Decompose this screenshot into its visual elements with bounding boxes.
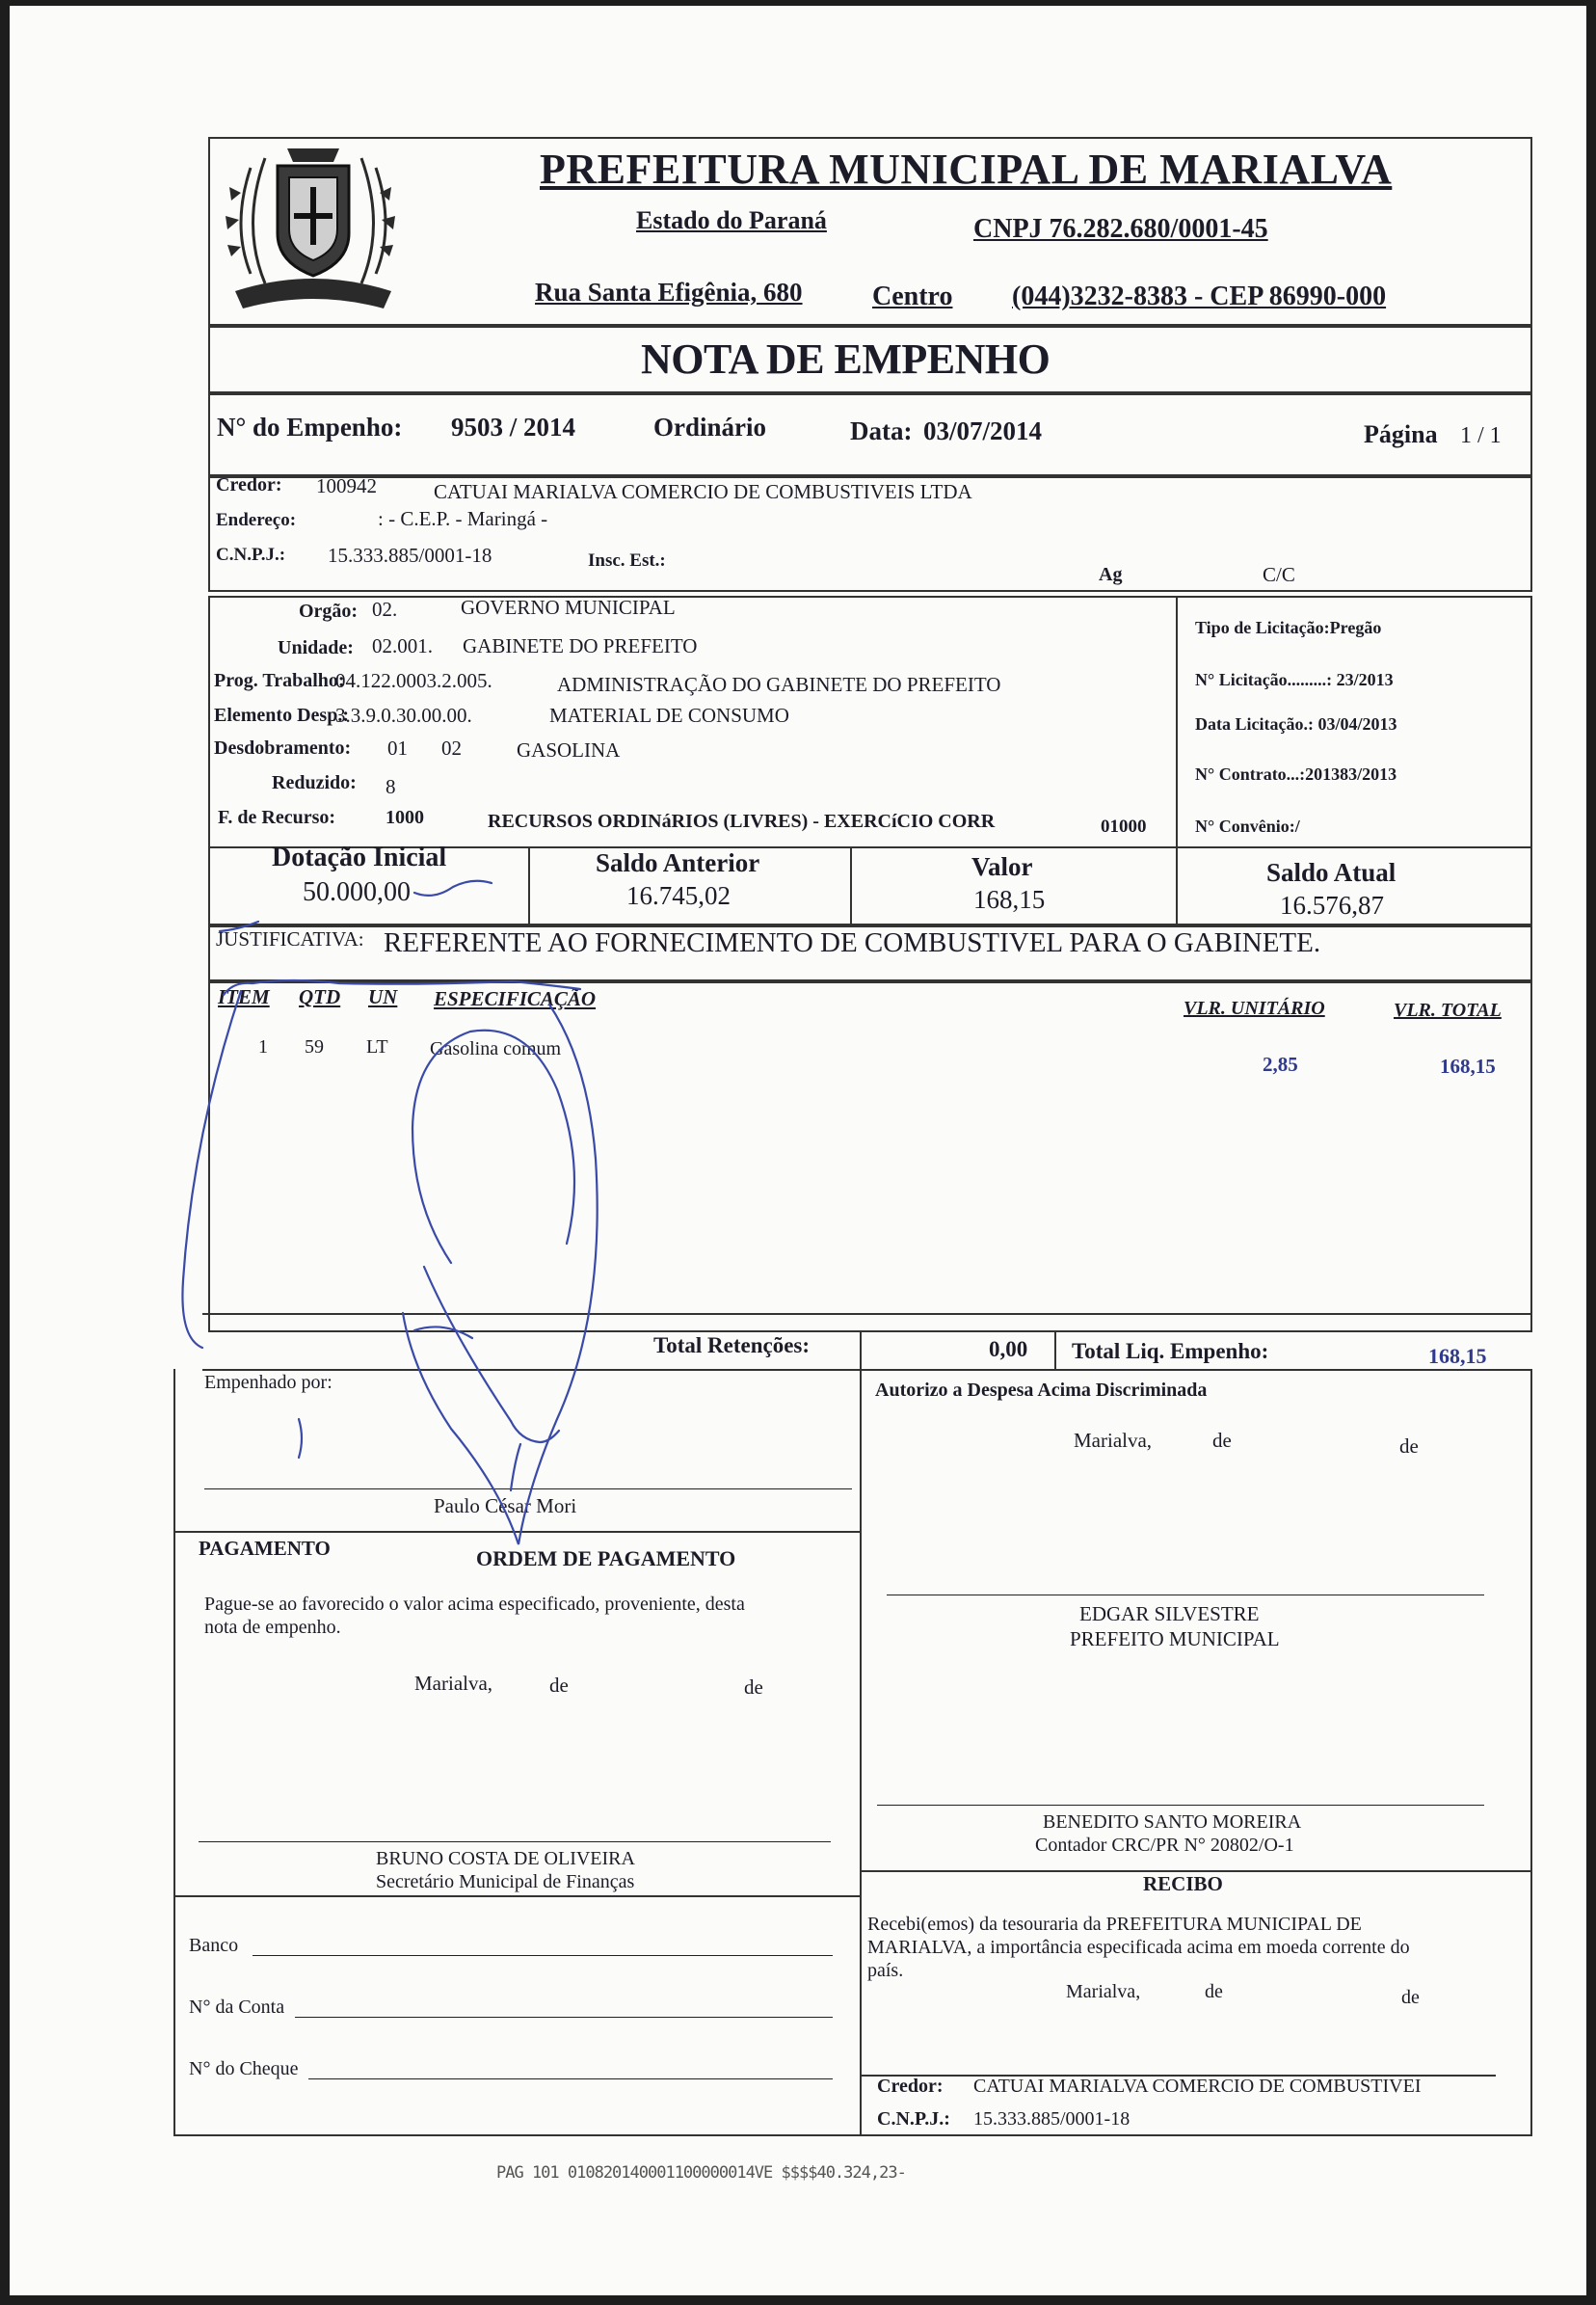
col-header-total: VLR. TOTAL <box>1394 1000 1502 1021</box>
pagamento-marialva: Marialva, <box>414 1672 493 1695</box>
unidade-code: 02.001. <box>372 634 433 657</box>
elemento-code: 3.3.9.0.30.00.00. <box>335 704 472 727</box>
recibo-marialva: Marialva, <box>1066 1981 1141 2002</box>
banco-label: Banco <box>189 1935 239 1956</box>
row-total-value: 168,15 <box>1440 1055 1496 1078</box>
licitacao-contrato: N° Contrato...:201383/2013 <box>1195 764 1397 784</box>
recurso-code: 1000 <box>386 807 424 828</box>
header-state: Estado do Paraná <box>636 206 827 234</box>
pagamento-de-2: de <box>744 1675 763 1699</box>
recibo-line-1: Recebi(emos) da tesouraria da PREFEITURA MUNICIPAL DE <box>867 1914 1362 1935</box>
prog-label: Prog. Trabalho: <box>214 670 345 691</box>
reduzido-label: Reduzido: <box>272 772 357 793</box>
pagamento-label: PAGAMENTO <box>199 1537 331 1560</box>
unidade-label: Unidade: <box>278 637 354 658</box>
header-street: Rua Santa Efigênia, 680 <box>535 278 803 307</box>
justificativa-label: JUSTIFICATIVA: <box>216 927 364 951</box>
credor-name: CATUAI MARIALVA COMERCIO DE COMBUSTIVEIS LTDA <box>434 480 972 503</box>
endereco-value: : - C.E.P. - Maringá - <box>378 507 548 530</box>
liquido-value: 168,15 <box>1428 1344 1487 1368</box>
header-cnpj: CNPJ 76.282.680/0001-45 <box>973 214 1268 244</box>
pagamento-de-1: de <box>549 1674 569 1697</box>
credor-code: 100942 <box>316 474 377 497</box>
contador-name: BENEDITO SANTO MOREIRA <box>1043 1811 1302 1833</box>
secretario-role: Secretário Municipal de Finanças <box>376 1871 635 1892</box>
retencoes-value: 0,00 <box>989 1337 1028 1361</box>
ordem-pagamento-label: ORDEM DE PAGAMENTO <box>476 1546 736 1570</box>
document-page <box>10 6 1586 2295</box>
page-label: Página <box>1364 420 1438 448</box>
saldo-anterior-value: 16.745,02 <box>626 881 731 910</box>
bank-stamp: PAG 101 010820140001100000014VE $$$$40.324,23- <box>496 2163 906 2183</box>
autorizo-de-1: de <box>1212 1429 1232 1452</box>
cnpj-label: C.N.P.J.: <box>216 545 286 565</box>
col-header-qtd: QTD <box>299 985 341 1008</box>
col-header-item: ITEM <box>218 985 270 1008</box>
pague-se-line-2: nota de empenho. <box>204 1617 341 1638</box>
recurso-number: 01000 <box>1101 817 1147 837</box>
licitacao-tipo: Tipo de Licitação:Pregão <box>1195 618 1382 637</box>
recibo-line-3: país. <box>867 1960 904 1981</box>
licitacao-convenio: N° Convênio:/ <box>1195 817 1300 836</box>
empenho-date-label: Data: <box>850 416 913 445</box>
prog-value: ADMINISTRAÇÃO DO GABINETE DO PREFEITO <box>557 673 1001 696</box>
cheque-label: N° do Cheque <box>189 2058 299 2079</box>
row-item: 1 <box>258 1036 268 1058</box>
recibo-line-2: MARIALVA, a importância especificada acima em moeda corrente do <box>867 1937 1410 1958</box>
recurso-label: F. de Recurso: <box>218 807 336 828</box>
desdobramento-value: GASOLINA <box>517 738 621 762</box>
secretario-name: BRUNO COSTA DE OLIVEIRA <box>376 1848 635 1869</box>
saldo-atual-value: 16.576,87 <box>1280 891 1384 920</box>
recibo-credor-value: CATUAI MARIALVA COMERCIO DE COMBUSTIVEI <box>973 2076 1422 2097</box>
prog-code: 04.122.0003.2.005. <box>335 669 492 692</box>
pague-se-line-1: Pague-se ao favorecido o valor acima especificado, proveniente, desta <box>204 1594 745 1615</box>
licitacao-data: Data Licitação.: 03/04/2013 <box>1195 714 1397 734</box>
header-phone-cep: (044)3232-8383 - CEP 86990-000 <box>1012 281 1387 311</box>
desdobramento-code-2: 02 <box>441 737 462 760</box>
header-district: Centro <box>872 281 953 311</box>
col-header-un: UN <box>368 985 398 1008</box>
saldo-atual-label: Saldo Atual <box>1266 858 1396 887</box>
justificativa-text: REFERENTE AO FORNECIMENTO DE COMBUSTIVEL PARA O GABINETE. <box>384 927 1321 958</box>
credor-label: Credor: <box>216 474 282 496</box>
paulo-name: Paulo César Mori <box>434 1494 577 1517</box>
row-espec: Gasolina comum <box>430 1038 562 1059</box>
orgao-value: GOVERNO MUNICIPAL <box>461 596 676 619</box>
recibo-label: RECIBO <box>1143 1872 1223 1895</box>
row-qtd: 59 <box>305 1036 324 1058</box>
row-un: LT <box>366 1036 388 1058</box>
recibo-de-2: de <box>1401 1987 1420 2008</box>
desdobramento-code-1: 01 <box>387 737 408 760</box>
autorizo-marialva: Marialva, <box>1074 1429 1153 1452</box>
retencoes-label: Total Retenções: <box>653 1333 811 1357</box>
dotacao-inicial-label: Dotação Inicial <box>272 843 447 872</box>
elemento-label: Elemento Desp.: <box>214 705 349 726</box>
endereco-label: Endereço: <box>216 510 297 530</box>
recurso-value: RECURSOS ORDINáRIOS (LIVRES) - EXERCíCIO CORR <box>488 811 996 832</box>
recibo-credor-label: Credor: <box>877 2076 944 2097</box>
elemento-value: MATERIAL DE CONSUMO <box>549 704 789 727</box>
col-header-espec: ESPECIFICAÇÃO <box>434 987 597 1010</box>
row-unit-value: 2,85 <box>1263 1053 1298 1076</box>
empenhado-por-label: Empenhado por: <box>204 1372 332 1393</box>
handwritten-signature <box>10 6 1586 2295</box>
empenho-date: 03/07/2014 <box>923 416 1043 445</box>
col-header-unit: VLR. UNITÁRIO <box>1184 998 1325 1019</box>
prefeito-role: PREFEITO MUNICIPAL <box>1070 1627 1280 1650</box>
cc-label: C/C <box>1263 563 1295 586</box>
doc-title: NOTA DE EMPENHO <box>641 335 1051 383</box>
orgao-label: Orgão: <box>299 601 359 622</box>
empenho-type: Ordinário <box>653 413 767 442</box>
ag-label: Ag <box>1099 564 1123 585</box>
empenho-number-label: N° do Empenho: <box>217 413 403 442</box>
dotacao-inicial-value: 50.000,00 <box>303 877 411 907</box>
valor-value: 168,15 <box>973 885 1046 914</box>
reduzido-value: 8 <box>386 775 396 798</box>
cnpj-value: 15.333.885/0001-18 <box>328 544 492 567</box>
licitacao-numero: N° Licitação.........: 23/2013 <box>1195 670 1394 689</box>
valor-label: Valor <box>971 852 1033 881</box>
empenho-number: 9503 / 2014 <box>451 413 576 442</box>
recibo-cnpj-label: C.N.P.J.: <box>877 2108 950 2130</box>
unidade-value: GABINETE DO PREFEITO <box>463 634 698 657</box>
page-number: 1 / 1 <box>1460 423 1502 448</box>
contador-role: Contador CRC/PR N° 20802/O-1 <box>1035 1835 1294 1856</box>
conta-label: N° da Conta <box>189 1997 285 2018</box>
liquido-label: Total Liq. Empenho: <box>1072 1339 1269 1363</box>
saldo-anterior-label: Saldo Anterior <box>596 848 760 877</box>
header-title: PREFEITURA MUNICIPAL DE MARIALVA <box>540 146 1393 193</box>
orgao-code: 02. <box>372 598 398 621</box>
recibo-cnpj-value: 15.333.885/0001-18 <box>973 2108 1130 2130</box>
insc-est-label: Insc. Est.: <box>588 550 666 571</box>
recibo-de-1: de <box>1205 1981 1223 2002</box>
autorizo-text: Autorizo a Despesa Acima Discriminada <box>875 1380 1208 1401</box>
autorizo-de-2: de <box>1399 1434 1419 1458</box>
prefeito-name: EDGAR SILVESTRE <box>1079 1602 1260 1625</box>
desdobramento-label: Desdobramento: <box>214 737 352 759</box>
